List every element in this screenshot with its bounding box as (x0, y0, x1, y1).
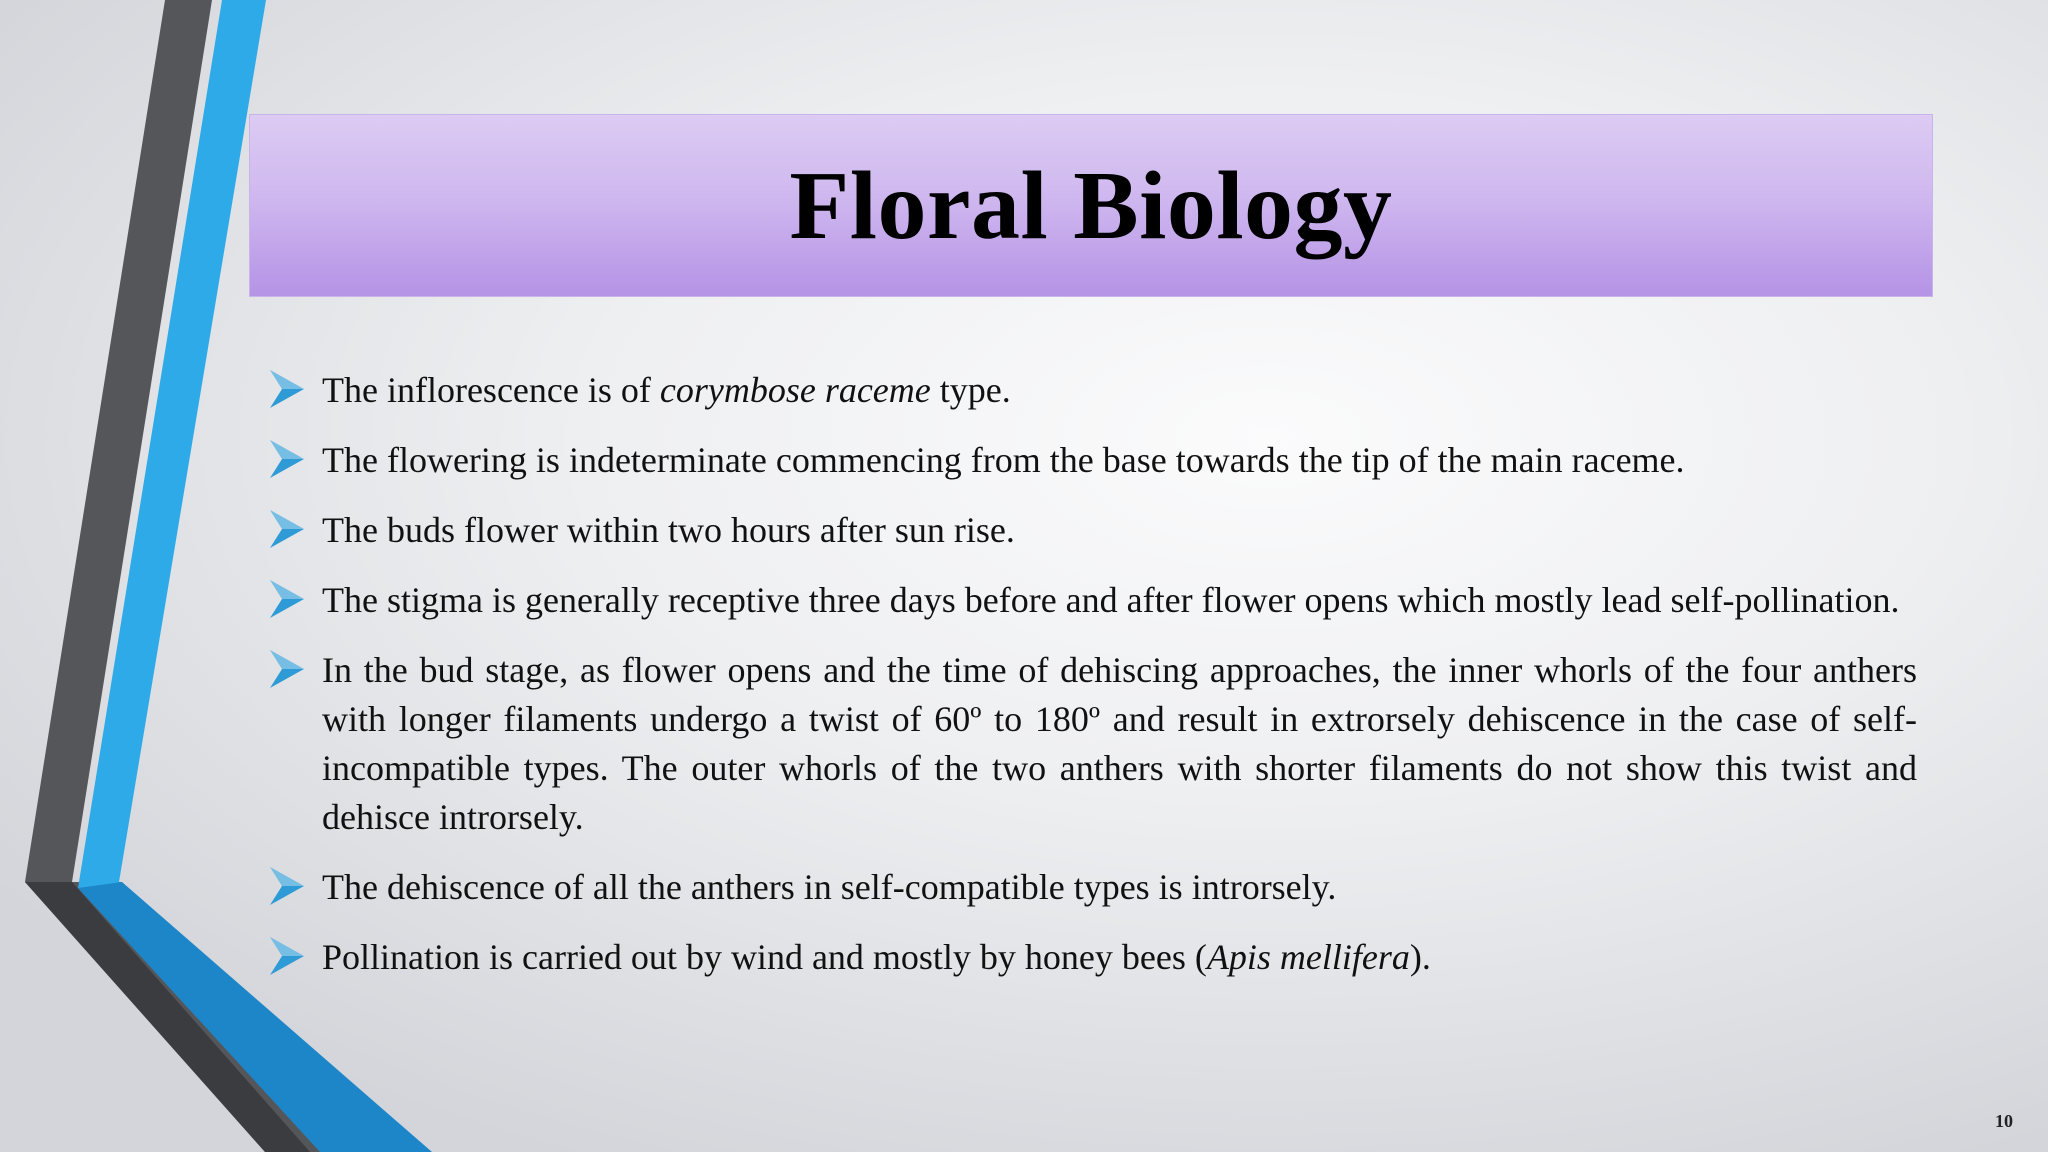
bullet-item (266, 863, 1917, 912)
bullet-text: The stigma is generally receptive three days before and after flower opens which mostly lead self-pollination. (322, 580, 1900, 620)
bullet-item (266, 366, 1917, 415)
arrow-bullet-icon (268, 578, 306, 620)
arrow-bullet-icon (268, 368, 306, 410)
bullet-text: The buds flower within two hours after sun rise. (322, 510, 1015, 550)
bullet-item (266, 506, 1917, 555)
arrow-bullet-icon (268, 935, 306, 977)
bullet-item (266, 933, 1917, 982)
bullet-item (266, 646, 1917, 842)
bullet-item (266, 436, 1917, 485)
bullet-item (266, 576, 1917, 625)
bullet-text: The inflorescence is of corymbose raceme type. (322, 370, 1011, 410)
arrow-bullet-icon (268, 865, 306, 907)
bullet-list (266, 366, 1917, 1003)
bullet-text: Pollination is carried out by wind and mostly by honey bees (Apis mellifera). (322, 937, 1431, 977)
page-number: 10 (1995, 1111, 2013, 1131)
title-band (249, 114, 1933, 297)
arrow-bullet-icon (268, 438, 306, 480)
bullet-text: In the bud stage, as flower opens and the time of dehiscing approaches, the inner whorls of the four anthers with longer filaments undergo a twist of 60º to 180º and result in extrorsely dehiscence in the case of self-incompatible types. The outer whorls of the two anthers with shorter filaments do not show this twist and dehisce introrsely. (322, 650, 1917, 837)
bullet-text: The flowering is indeterminate commencing from the base towards the tip of the main raceme. (322, 440, 1685, 480)
arrow-bullet-icon (268, 508, 306, 550)
arrow-bullet-icon (268, 648, 306, 690)
slide-title: Floral Biology (789, 151, 1393, 260)
bullet-text: The dehiscence of all the anthers in self-compatible types is introrsely. (322, 867, 1337, 907)
